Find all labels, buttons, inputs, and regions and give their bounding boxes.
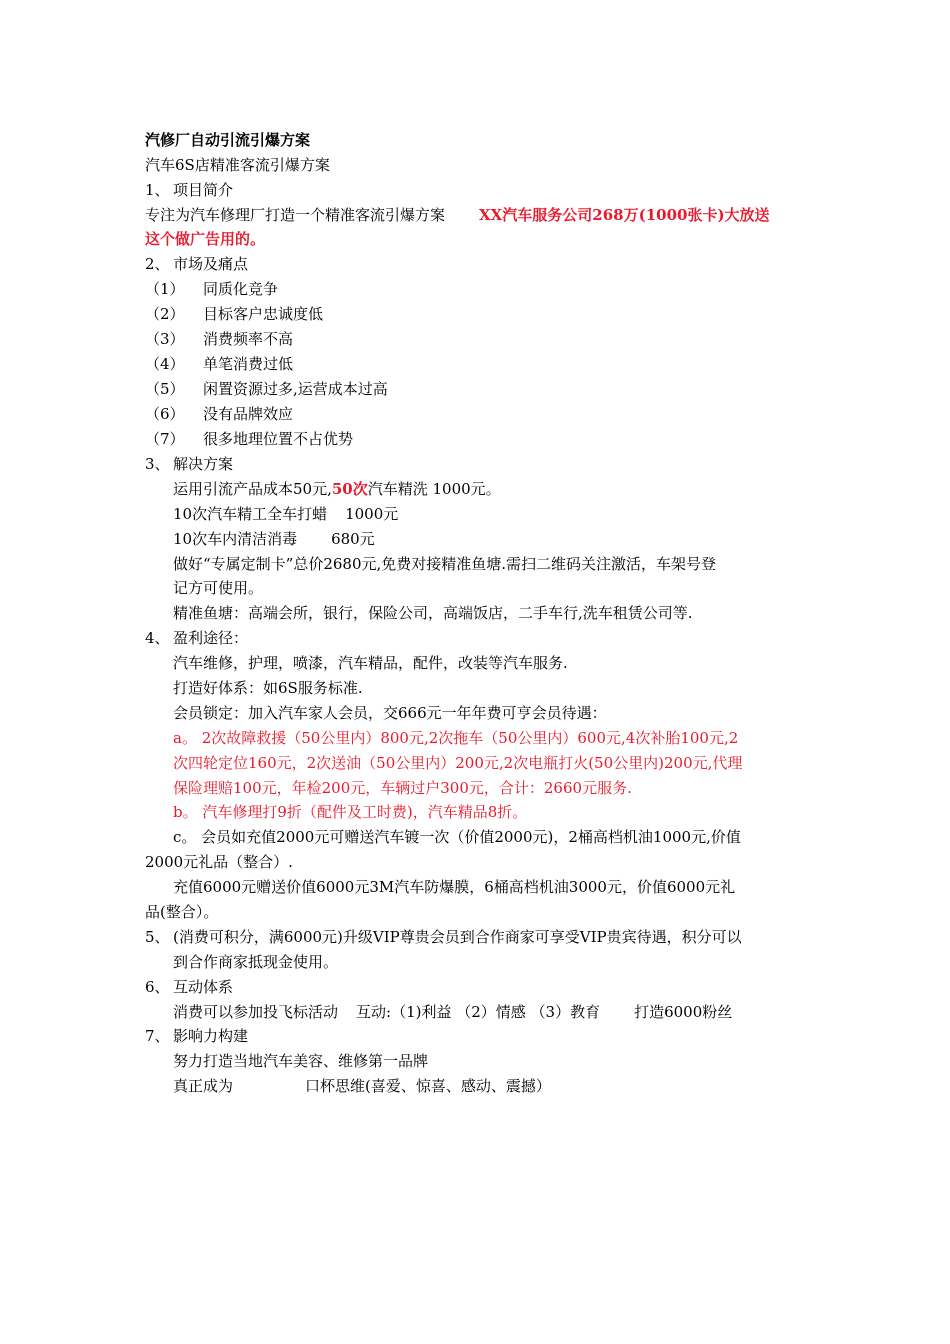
price-text: 680元: [331, 530, 375, 548]
interaction-text: 消费可以参加投飞标活动: [173, 1003, 339, 1021]
section-6-heading: [145, 975, 233, 999]
member-benefit-a: a。 2次故障救援（50公里内）800元,2次拖车（50公里内）600元,4次补胎100元,2: [173, 729, 739, 747]
member-benefit-c: 2000元礼品（整合）.: [145, 853, 293, 871]
list-number: （3）: [145, 330, 185, 348]
section-number: 5、: [145, 928, 170, 946]
interaction-line: [173, 1000, 732, 1024]
list-text: 闲置资源过多,运营成本过高: [203, 380, 388, 398]
section-number: 2、: [145, 255, 170, 273]
profit-line: 打造好体系：如6S服务标准.: [173, 679, 363, 697]
section-title: 影响力构建: [173, 1027, 249, 1045]
section-5-line: [145, 925, 742, 949]
list-number: （7）: [145, 430, 185, 448]
document-title: 汽修厂自动引流引爆方案: [145, 131, 311, 149]
list-text: 没有品牌效应: [203, 405, 294, 423]
section-4-heading: [145, 626, 248, 650]
list-text: 消费频率不高: [203, 330, 294, 348]
section-2-heading: [145, 252, 248, 276]
member-benefit-a: 保险理赔100元，年检200元，车辆过户300元，合计：2660元服务.: [173, 779, 632, 797]
list-text: 同质化竞争: [203, 280, 279, 298]
section-text: (消费可积分，满6000元)升级VIP尊贵会员到合作商家可享受VIP贵宾待遇，积分可以: [173, 928, 742, 946]
influence-line: 努力打造当地汽车美容、维修第一品牌: [173, 1052, 429, 1070]
section-1-heading: [145, 178, 233, 202]
list-text: 很多地理位置不占优势: [203, 430, 354, 448]
list-text: 目标客户忠诚度低: [203, 305, 324, 323]
highlight-text: XX汽车服务公司268万(1000张卡)大放送: [479, 206, 770, 224]
section-title: 项目简介: [173, 181, 234, 199]
section-number: 7、: [145, 1027, 170, 1045]
solution-line: 精准鱼塘：高端会所，银行，保险公司，高端饭店，二手车行,洗车租赁公司等.: [173, 604, 693, 622]
price-text: 1000元: [345, 505, 399, 523]
list-number: （2）: [145, 305, 185, 323]
member-benefit-b: b。 汽车修理打9折（配件及工时费)，汽车精品8折。: [173, 803, 528, 821]
member-benefit-c: 充值6000元赠送价值6000元3M汽车防爆膜，6桶高档机油3000元，价值6000元礼: [173, 878, 736, 896]
section-7-heading: [145, 1024, 248, 1048]
section-number: 6、: [145, 978, 170, 996]
solution-line: [173, 502, 398, 526]
list-item: [145, 427, 353, 451]
solution-line: [173, 477, 501, 501]
solution-text: 汽车精洗 1000元。: [367, 480, 501, 498]
member-benefit-c: 品(整合）。: [145, 903, 219, 921]
section-title: 解决方案: [173, 455, 234, 473]
list-item: [145, 327, 293, 351]
list-text: 单笔消费过低: [203, 355, 294, 373]
solution-line: 记方可使用。: [173, 579, 264, 597]
solution-text: 运用引流产品成本50元,: [173, 480, 332, 498]
solution-text: 10次车内清洁消毒: [173, 530, 298, 548]
section-title: 市场及痛点: [173, 255, 249, 273]
solution-text: 10次汽车精工全车打蜡: [173, 505, 328, 523]
section-3-heading: [145, 452, 233, 476]
section-1-text: [145, 203, 770, 227]
highlight-text: 50次: [331, 480, 368, 498]
influence-text: 口杯思维(喜爱、惊喜、感动、震撼）: [305, 1077, 551, 1095]
interaction-text: 打造6000粉丝: [634, 1003, 733, 1021]
section-number: 4、: [145, 629, 170, 647]
section-title: 互动体系: [173, 978, 234, 996]
list-item: [145, 302, 323, 326]
member-benefit-a: 次四轮定位160元，2次送油（50公里内）200元,2次电瓶打火(50公里内)200元,代理: [173, 754, 743, 772]
intro-text: 专注为汽车修理厂打造一个精准客流引爆方案: [145, 206, 446, 224]
influence-text: 真正成为: [173, 1077, 234, 1095]
section-title: 盈利途径：: [173, 629, 249, 647]
document-subtitle: 汽车6S店精准客流引爆方案: [145, 156, 330, 174]
list-number: （6）: [145, 405, 185, 423]
highlight-continuation: 这个做广告用的。: [145, 230, 266, 248]
list-number: （5）: [145, 380, 185, 398]
list-item: [145, 277, 278, 301]
profit-line: 会员锁定：加入汽车家人会员，交666元一年年费可亨会员待遇：: [173, 704, 607, 722]
section-number: 3、: [145, 455, 170, 473]
list-item: [145, 377, 388, 401]
section-5-line: 到合作商家抵现金使用。: [173, 953, 339, 971]
list-item: [145, 352, 293, 376]
influence-line: [173, 1074, 551, 1098]
list-number: （4）: [145, 355, 185, 373]
list-number: （1）: [145, 280, 185, 298]
profit-line: 汽车维修，护理，喷漆，汽车精品，配件，改装等汽车服务.: [173, 654, 568, 672]
list-item: [145, 402, 293, 426]
member-benefit-c: c。 会员如充值2000元可赠送汽车镀一次（价值2000元)，2桶高档机油1000元,价值: [173, 828, 741, 846]
solution-line: [173, 527, 375, 551]
interaction-text: 互动:（1)利益 （2）情感 （3）教育: [356, 1003, 601, 1021]
solution-line: 做好“专属定制卡”总价2680元,免费对接精准鱼塘.需扫二维码关注激活，车架号登: [173, 555, 717, 573]
section-number: 1、: [145, 181, 170, 199]
